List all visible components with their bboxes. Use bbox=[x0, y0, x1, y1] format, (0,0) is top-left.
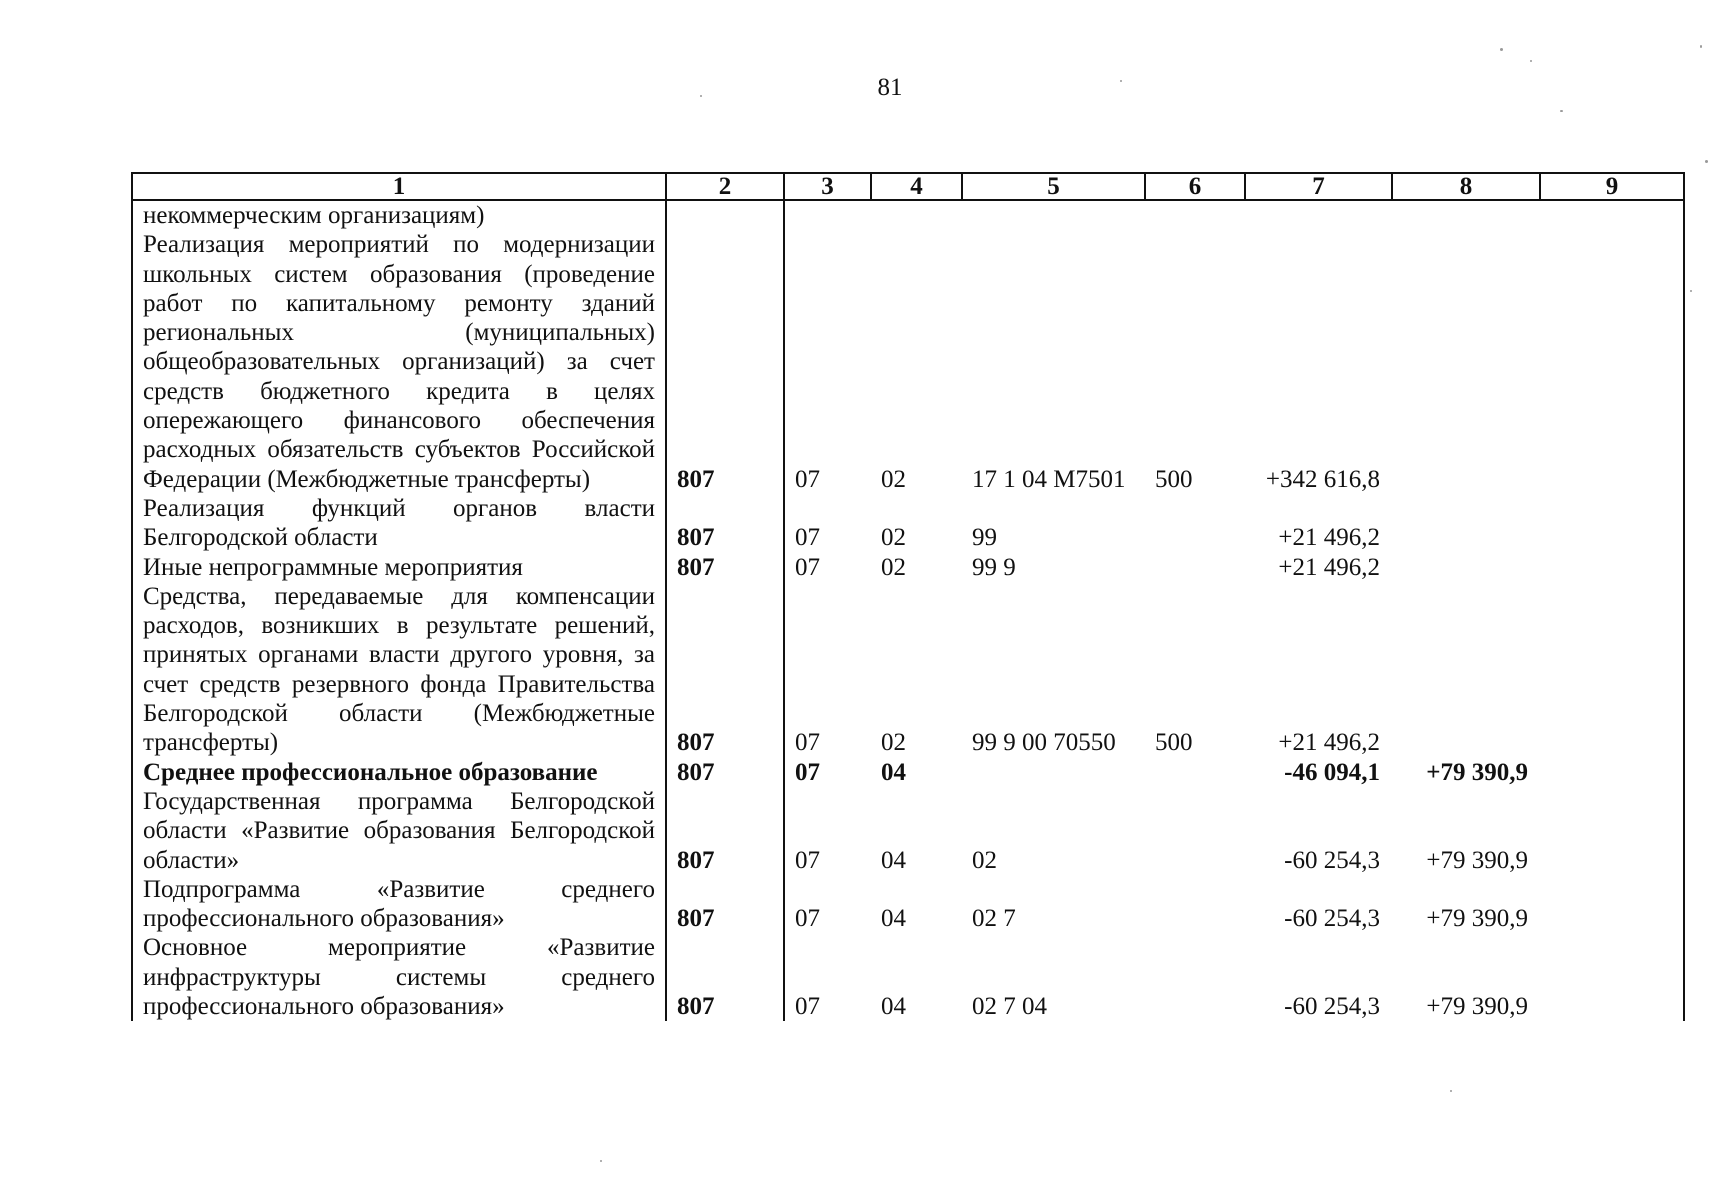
cell-amount-9 bbox=[1540, 230, 1684, 494]
cell-section: 07 bbox=[795, 758, 820, 786]
column-header: 2 bbox=[666, 173, 784, 200]
cell-amount-7 bbox=[1245, 200, 1392, 230]
cell-amount-7: +21 496,2 bbox=[1278, 524, 1380, 552]
cell-expense-type bbox=[1145, 875, 1245, 934]
cell-name: Реализация мероприятий по модернизации школьных систем образования (проведение работ по капитальному ремонту зданий региональных (муниципальных) общеобразовательных организаций) за счет средств бюджетного кредита в целях опережающего финансового обеспечения расходных обязательств субъектов Российской Федерации (Межбюджетные трансферты) bbox=[132, 230, 666, 494]
page-number: 81 bbox=[877, 74, 903, 101]
cell-amount-7: +342 616,8 bbox=[1265, 465, 1380, 493]
scan-speck bbox=[1530, 60, 1532, 62]
cell-amount-8 bbox=[1392, 582, 1540, 758]
budget-table-container bbox=[131, 172, 1683, 1053]
cell-admin-code: 807 bbox=[666, 582, 784, 758]
table-row bbox=[132, 875, 1684, 934]
table-body bbox=[132, 200, 1684, 1021]
cell-amount-7: +21 496,2 bbox=[1278, 553, 1380, 581]
table-row bbox=[132, 933, 1684, 1021]
cell-admin-code: 807 bbox=[666, 758, 784, 787]
cell-section: 07 bbox=[795, 553, 820, 581]
scan-speck bbox=[1560, 110, 1563, 112]
cell-section bbox=[784, 200, 871, 230]
cell-amount-9 bbox=[1540, 787, 1684, 875]
cell-admin-code: 807 bbox=[666, 553, 784, 582]
scan-speck bbox=[1700, 45, 1702, 48]
scan-speck bbox=[600, 1160, 602, 1162]
scan-speck bbox=[1690, 290, 1692, 292]
budget-table bbox=[131, 172, 1685, 1021]
cell-admin-code: 807 bbox=[666, 787, 784, 875]
cell-subsection: 04 bbox=[881, 758, 906, 786]
cell-amount-8 bbox=[1392, 553, 1540, 582]
cell-expense-type: 500 bbox=[1155, 465, 1193, 493]
cell-amount-8: +79 390,9 bbox=[1426, 993, 1528, 1021]
cell-admin-code: 807 bbox=[666, 494, 784, 553]
cell-section: 07 bbox=[795, 993, 820, 1021]
cell-target-item: 99 bbox=[972, 524, 997, 552]
cell-amount-9 bbox=[1540, 758, 1684, 787]
scan-speck bbox=[1500, 48, 1503, 51]
cell-target-item bbox=[962, 758, 1145, 787]
cell-subsection: 02 bbox=[881, 729, 906, 757]
cell-amount-9 bbox=[1540, 553, 1684, 582]
cell-expense-type: 500 bbox=[1155, 729, 1193, 757]
cell-admin-code: 807 bbox=[666, 933, 784, 1021]
cell-section: 07 bbox=[795, 465, 820, 493]
cell-name: Реализация функций органов власти Белгородской области bbox=[132, 494, 666, 553]
cell-name: Государственная программа Белгородской области «Развитие образования Белгородской области» bbox=[132, 787, 666, 875]
column-header: 4 bbox=[871, 173, 962, 200]
cell-amount-9 bbox=[1540, 582, 1684, 758]
cell-name: Среднее профессиональное образование bbox=[132, 758, 666, 787]
cell-name: Подпрограмма «Развитие среднего профессионального образования» bbox=[132, 875, 666, 934]
cell-section: 07 bbox=[795, 524, 820, 552]
cell-name: Основное мероприятие «Развитие инфраструктуры системы среднего профессионального образования» bbox=[132, 933, 666, 1021]
table-row bbox=[132, 494, 1684, 553]
cell-subsection: 02 bbox=[881, 553, 906, 581]
cell-amount-8: +79 390,9 bbox=[1426, 846, 1528, 874]
column-header: 3 bbox=[784, 173, 871, 200]
cell-section: 07 bbox=[795, 729, 820, 757]
cell-subsection: 02 bbox=[881, 465, 906, 493]
cell-target-item bbox=[962, 200, 1145, 230]
cell-amount-9 bbox=[1540, 200, 1684, 230]
table-header-row bbox=[132, 173, 1684, 200]
cell-amount-7: -60 254,3 bbox=[1284, 993, 1380, 1021]
cell-amount-8 bbox=[1392, 230, 1540, 494]
table-row bbox=[132, 758, 1684, 787]
cell-admin-code: 807 bbox=[666, 230, 784, 494]
cell-amount-8: +79 390,9 bbox=[1426, 905, 1528, 933]
cell-subsection: 04 bbox=[881, 905, 906, 933]
scan-speck bbox=[1450, 1090, 1452, 1092]
cell-amount-7: -46 094,1 bbox=[1284, 758, 1380, 786]
cell-subsection: 02 bbox=[881, 524, 906, 552]
cell-section: 07 bbox=[795, 846, 820, 874]
table-row bbox=[132, 582, 1684, 758]
cell-amount-9 bbox=[1540, 494, 1684, 553]
cell-name: Иные непрограммные мероприятия bbox=[132, 553, 666, 582]
cell-expense-type bbox=[1145, 200, 1245, 230]
cell-expense-type bbox=[1145, 553, 1245, 582]
column-header: 6 bbox=[1145, 173, 1245, 200]
table-row bbox=[132, 553, 1684, 582]
cell-expense-type bbox=[1145, 758, 1245, 787]
column-header: 7 bbox=[1245, 173, 1392, 200]
scan-speck bbox=[1705, 160, 1708, 163]
cell-name: Средства, передаваемые для компенсации расходов, возникших в результате решений, принятых органами власти другого уровня, за счет средств резервного фонда Правительства Белгородской области (Межбюджетные трансферты) bbox=[132, 582, 666, 758]
cell-subsection: 04 bbox=[881, 993, 906, 1021]
column-header: 5 bbox=[962, 173, 1145, 200]
cell-target-item: 17 1 04 M7501 bbox=[972, 465, 1126, 493]
cell-amount-7: +21 496,2 bbox=[1278, 729, 1380, 757]
column-header: 9 bbox=[1540, 173, 1684, 200]
cell-expense-type bbox=[1145, 494, 1245, 553]
cell-amount-9 bbox=[1540, 875, 1684, 934]
cell-name: некоммерческим организациям) bbox=[132, 200, 666, 230]
cell-target-item: 99 9 00 70550 bbox=[972, 729, 1116, 757]
cell-amount-7: -60 254,3 bbox=[1284, 905, 1380, 933]
cell-target-item: 99 9 bbox=[972, 553, 1016, 581]
cell-admin-code: 807 bbox=[666, 875, 784, 934]
scan-speck bbox=[700, 95, 702, 97]
cell-subsection bbox=[871, 200, 962, 230]
table-row bbox=[132, 230, 1684, 494]
cell-expense-type bbox=[1145, 933, 1245, 1021]
cell-target-item: 02 7 bbox=[972, 905, 1016, 933]
cell-admin-code bbox=[666, 200, 784, 230]
table-row bbox=[132, 787, 1684, 875]
column-header: 8 bbox=[1392, 173, 1540, 200]
cell-amount-8 bbox=[1392, 494, 1540, 553]
scan-speck bbox=[1120, 80, 1122, 82]
cell-section: 07 bbox=[795, 905, 820, 933]
cell-amount-8: +79 390,9 bbox=[1426, 758, 1528, 786]
column-header: 1 bbox=[132, 173, 666, 200]
cell-target-item: 02 7 04 bbox=[972, 993, 1047, 1021]
cell-subsection: 04 bbox=[881, 846, 906, 874]
cell-target-item: 02 bbox=[972, 846, 997, 874]
table-row bbox=[132, 200, 1684, 230]
cell-amount-7: -60 254,3 bbox=[1284, 846, 1380, 874]
cell-expense-type bbox=[1145, 787, 1245, 875]
cell-amount-9 bbox=[1540, 933, 1684, 1021]
cell-amount-8 bbox=[1392, 200, 1540, 230]
